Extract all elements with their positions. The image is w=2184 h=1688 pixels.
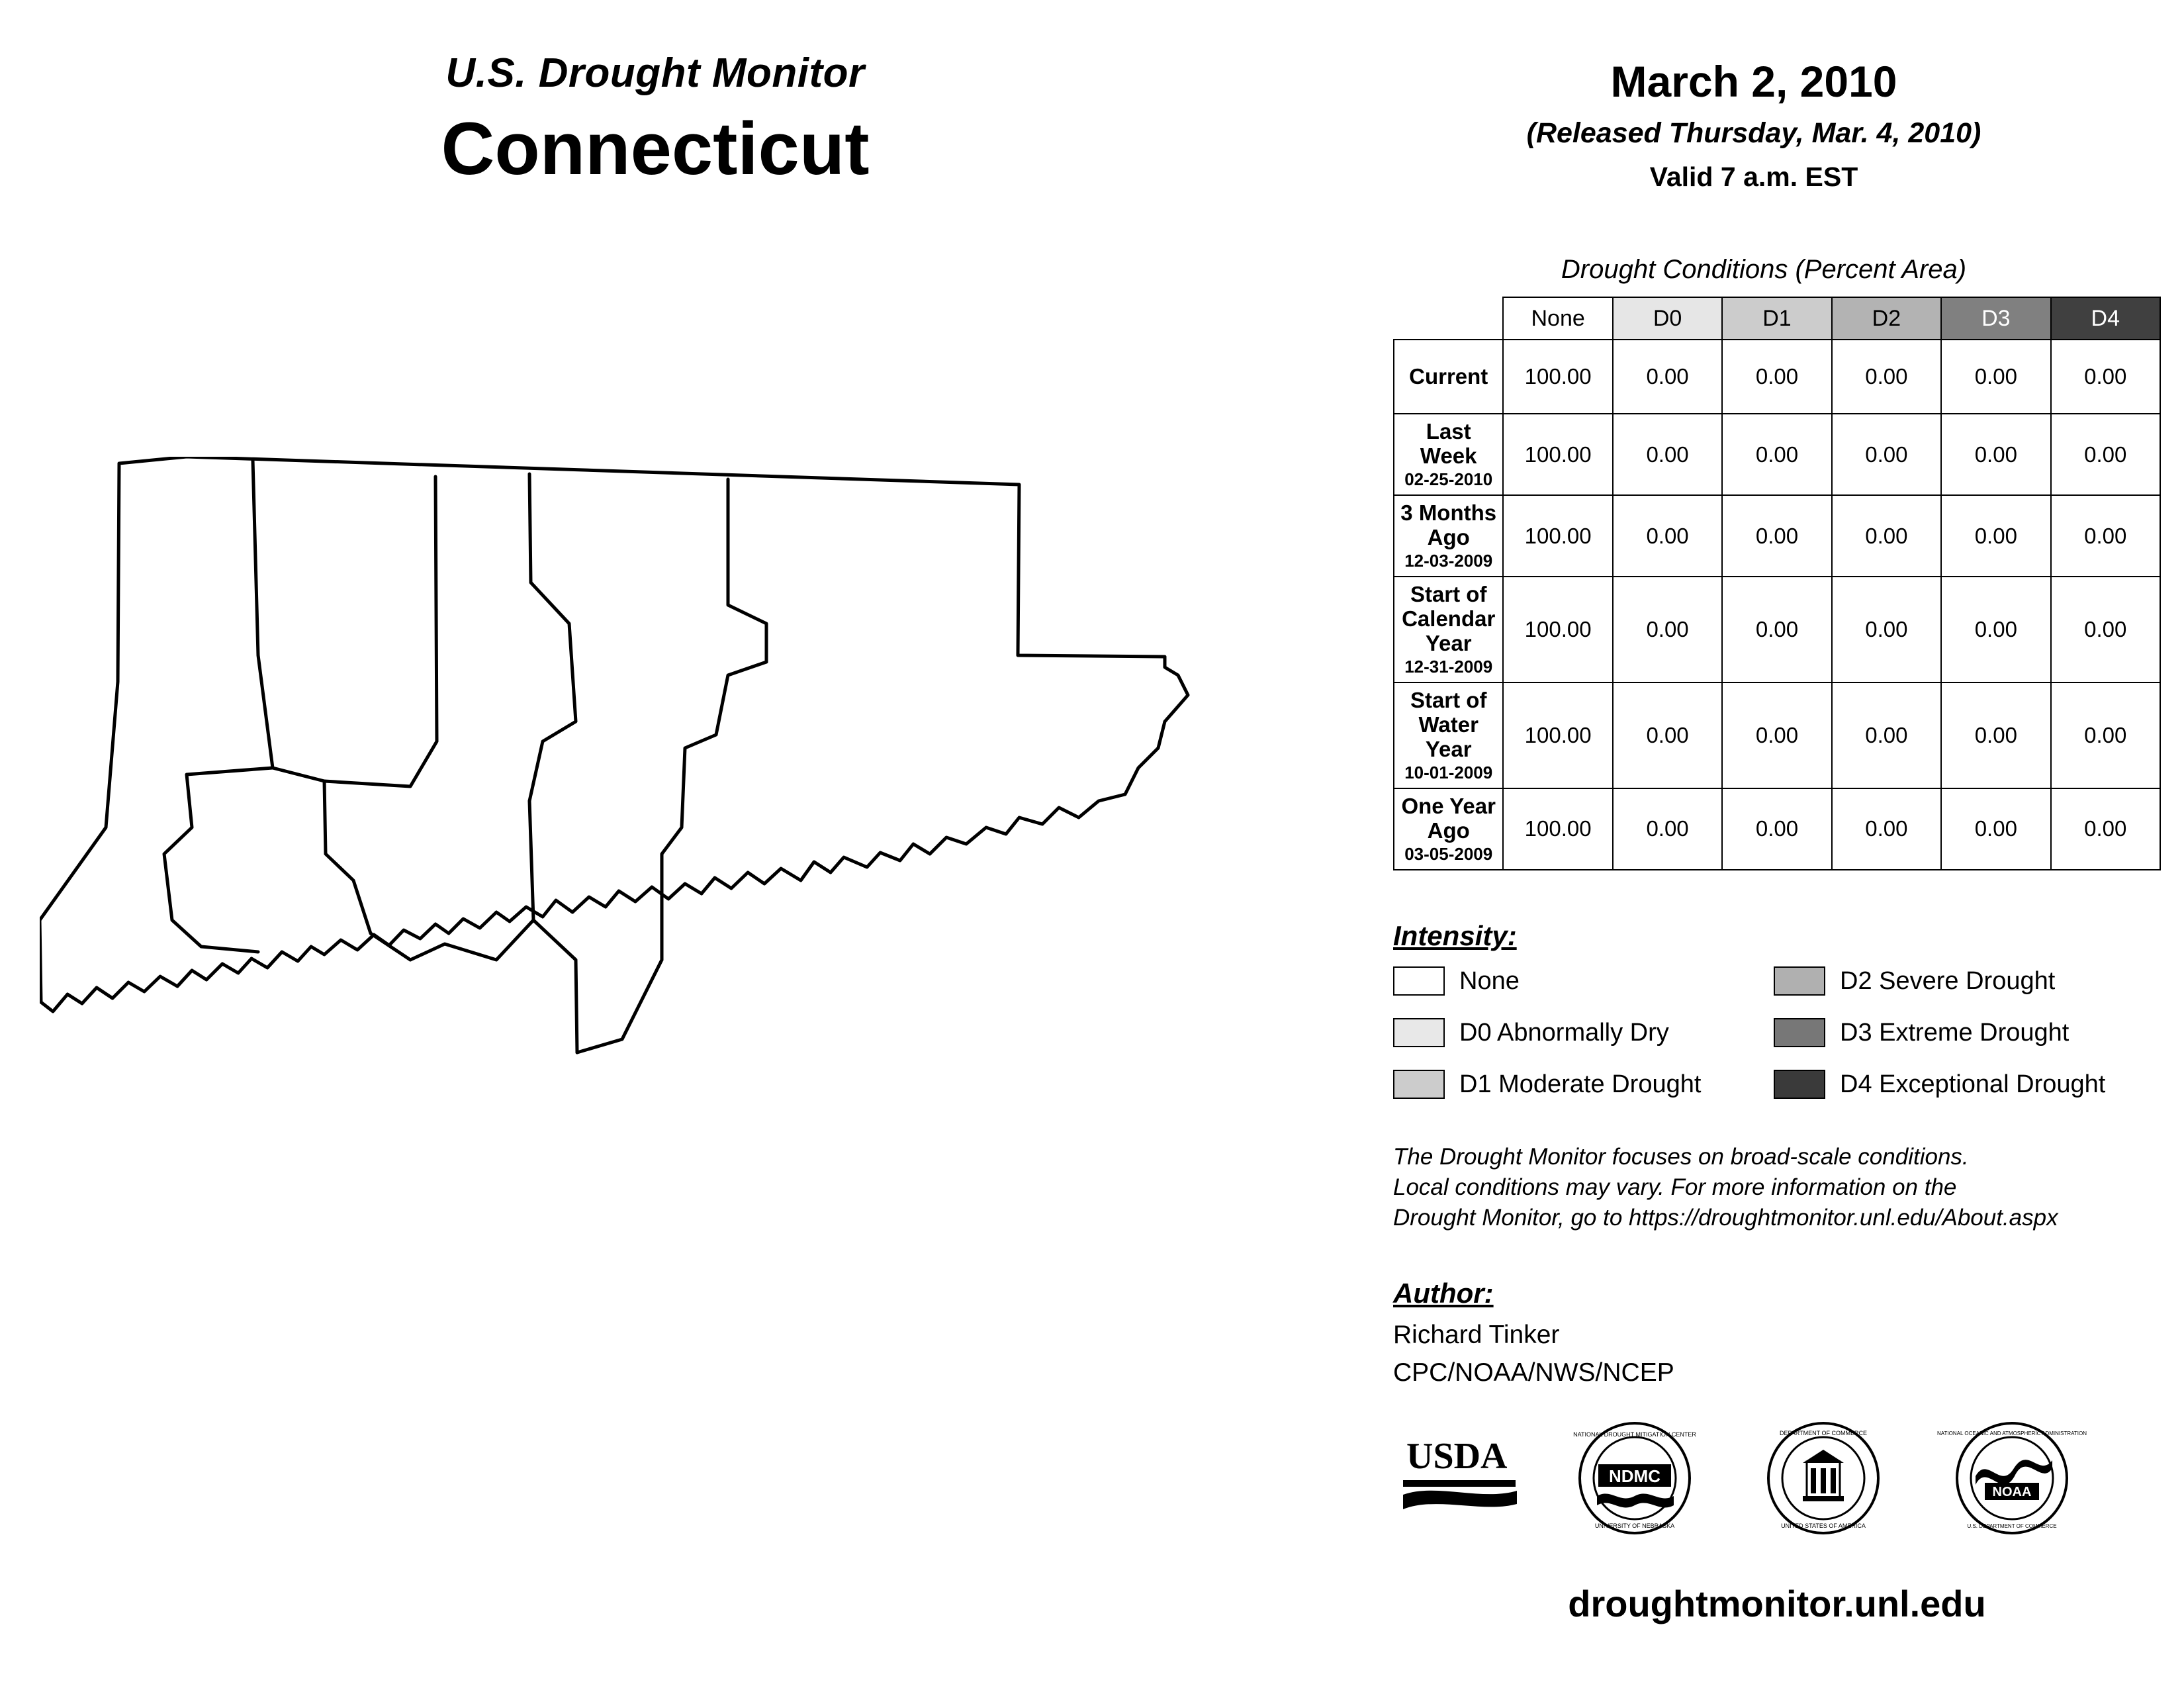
cell-lastweek-none: 100.00: [1503, 414, 1612, 495]
cell-3months-d1: 0.00: [1722, 495, 1831, 577]
row-label-text-line1: Start of: [1410, 582, 1487, 607]
cell-caly-d0: 0.00: [1613, 577, 1722, 682]
row-label-date: 12-03-2009: [1404, 550, 1493, 571]
svg-text:UNITED STATES OF AMERICA: UNITED STATES OF AMERICA: [1781, 1523, 1866, 1529]
row-label-text-line2: Calendar Year: [1402, 606, 1496, 655]
cell-current-d0: 0.00: [1613, 340, 1722, 414]
legend-swatch-d3: [1774, 1018, 1825, 1047]
row-label-date: 03-05-2009: [1404, 843, 1493, 864]
logo-row: [1396, 1417, 2171, 1549]
disclaimer-line-1: The Drought Monitor focuses on broad-scale conditions.: [1393, 1144, 1969, 1170]
disclaimer: [1393, 1142, 2174, 1234]
cell-lastweek-d1: 0.00: [1722, 414, 1831, 495]
row-label-3-months-ago: [1394, 495, 1503, 577]
row-label-start-calendar-year: [1394, 577, 1503, 682]
disclaimer-line-2: Local conditions may vary. For more information on the: [1393, 1174, 1957, 1201]
cell-current-d1: 0.00: [1722, 340, 1831, 414]
cell-wy-d2: 0.00: [1832, 682, 1941, 788]
row-label-text: One Year Ago: [1401, 793, 1496, 843]
cell-caly-d1: 0.00: [1722, 577, 1831, 682]
author-name: Richard Tinker: [1393, 1321, 1560, 1349]
table-row: [1394, 788, 2160, 870]
row-label-text: Last Week: [1420, 419, 1477, 468]
row-label-date: 12-31-2009: [1404, 656, 1493, 677]
cell-3months-d3: 0.00: [1941, 495, 2050, 577]
ndmc-logo: [1573, 1423, 1696, 1533]
row-label-current: [1394, 340, 1503, 414]
table-corner-cell: [1394, 297, 1503, 340]
map-date: March 2, 2010: [1610, 57, 1897, 106]
legend-item-none: [1393, 966, 1520, 996]
table-row: [1394, 495, 2160, 577]
table-row: [1394, 414, 2160, 495]
usda-logo: [1403, 1436, 1517, 1509]
row-label-text-line2: Water Year: [1418, 712, 1479, 761]
cell-oneyear-d1: 0.00: [1722, 788, 1831, 870]
row-label-date: 02-25-2010: [1404, 469, 1493, 489]
legend-swatch-d0: [1393, 1018, 1445, 1047]
cell-wy-d0: 0.00: [1613, 682, 1722, 788]
table-row: [1394, 340, 2160, 414]
table-row: [1394, 682, 2160, 788]
cell-wy-d4: 0.00: [2051, 682, 2160, 788]
cell-oneyear-d4: 0.00: [2051, 788, 2160, 870]
date-block: [1370, 56, 2138, 193]
table-header-row: [1394, 297, 2160, 340]
cell-caly-d4: 0.00: [2051, 577, 2160, 682]
cell-current-none: 100.00: [1503, 340, 1612, 414]
legend-label-d0: D0 Abnormally Dry: [1459, 1018, 1669, 1047]
info-panel: [1370, 0, 2184, 1688]
column-header-d0: D0: [1613, 297, 1722, 340]
svg-text:UNIVERSITY OF NEBRASKA: UNIVERSITY OF NEBRASKA: [1594, 1523, 1675, 1529]
state-title: Connecticut: [441, 107, 870, 190]
cell-caly-d2: 0.00: [1832, 577, 1941, 682]
legend-label-d4: D4 Exceptional Drought: [1840, 1070, 2106, 1098]
cell-oneyear-d2: 0.00: [1832, 788, 1941, 870]
row-label-text: Current: [1409, 363, 1488, 389]
legend-swatch-none: [1393, 966, 1445, 996]
column-header-d1: D1: [1722, 297, 1831, 340]
legend-swatch-d1: [1393, 1070, 1445, 1099]
svg-text:NDMC: NDMC: [1609, 1466, 1661, 1486]
cell-caly-none: 100.00: [1503, 577, 1612, 682]
county-boundary-se: [577, 960, 662, 1053]
cell-oneyear-d3: 0.00: [1941, 788, 2050, 870]
release-date: (Released Thursday, Mar. 4, 2010): [1526, 117, 1981, 149]
disclaimer-line-3: Drought Monitor, go to https://droughtmonitor.unl.edu/About.aspx: [1393, 1205, 2058, 1231]
legend-label-none: None: [1459, 966, 1520, 995]
svg-text:U.S. DEPARTMENT OF COMMERCE: U.S. DEPARTMENT OF COMMERCE: [1967, 1523, 2057, 1529]
cell-3months-d4: 0.00: [2051, 495, 2160, 577]
cell-lastweek-d3: 0.00: [1941, 414, 2050, 495]
legend-item-d3: [1774, 1018, 2069, 1047]
row-label-text-line1: Start of: [1410, 688, 1487, 712]
svg-text:NATIONAL OCEANIC AND ATMOSPHER: NATIONAL OCEANIC AND ATMOSPHERIC ADMINISTRATION: [1937, 1430, 2087, 1436]
noaa-logo: [1937, 1423, 2087, 1533]
cell-lastweek-d4: 0.00: [2051, 414, 2160, 495]
table-caption: Drought Conditions (Percent Area): [1561, 255, 1967, 284]
column-header-d2: D2: [1832, 297, 1941, 340]
row-label-one-year-ago: [1394, 788, 1503, 870]
legend-label-d2: D2 Severe Drought: [1840, 966, 2056, 995]
row-label-text: 3 Months Ago: [1400, 500, 1497, 549]
table-row: [1394, 577, 2160, 682]
svg-text:DEPARTMENT OF COMMERCE: DEPARTMENT OF COMMERCE: [1779, 1430, 1868, 1436]
row-label-start-water-year: [1394, 682, 1503, 788]
page-title: U.S. Drought Monitor: [445, 50, 865, 96]
legend-swatch-d4: [1774, 1070, 1825, 1099]
cell-caly-d3: 0.00: [1941, 577, 2050, 682]
cell-3months-d0: 0.00: [1613, 495, 1722, 577]
svg-text:NOAA: NOAA: [1992, 1485, 2032, 1499]
cell-wy-d1: 0.00: [1722, 682, 1831, 788]
cell-current-d4: 0.00: [2051, 340, 2160, 414]
row-label-date: 10-01-2009: [1404, 762, 1493, 782]
state-outline: [40, 457, 1188, 1011]
legend-swatch-d2: [1774, 966, 1825, 996]
cell-oneyear-d0: 0.00: [1613, 788, 1722, 870]
site-url[interactable]: droughtmonitor.unl.edu: [1568, 1583, 1986, 1624]
usdoc-logo: [1768, 1423, 1878, 1533]
column-header-d3: D3: [1941, 297, 2050, 340]
column-header-none: None: [1503, 297, 1612, 340]
legend-item-d1: [1393, 1070, 1701, 1099]
cell-current-d2: 0.00: [1832, 340, 1941, 414]
cell-lastweek-d2: 0.00: [1832, 414, 1941, 495]
drought-conditions-table: [1393, 297, 2161, 870]
cell-3months-none: 100.00: [1503, 495, 1612, 577]
intensity-heading: Intensity:: [1393, 920, 1517, 951]
connecticut-map[interactable]: [40, 457, 1337, 1470]
svg-text:NATIONAL DROUGHT MITIGATION CE: NATIONAL DROUGHT MITIGATION CENTER: [1573, 1431, 1696, 1438]
cell-current-d3: 0.00: [1941, 340, 2050, 414]
legend-item-d2: [1774, 966, 2055, 996]
cell-wy-none: 100.00: [1503, 682, 1612, 788]
cell-lastweek-d0: 0.00: [1613, 414, 1722, 495]
legend-label-d3: D3 Extreme Drought: [1840, 1018, 2070, 1047]
svg-text:USDA: USDA: [1406, 1436, 1508, 1477]
row-label-last-week: [1394, 414, 1503, 495]
valid-time: Valid 7 a.m. EST: [1649, 162, 1858, 192]
legend-item-d4: [1774, 1070, 2105, 1099]
cell-oneyear-none: 100.00: [1503, 788, 1612, 870]
column-header-d4: D4: [2051, 297, 2160, 340]
legend-label-d1: D1 Moderate Drought: [1459, 1070, 1702, 1098]
legend-item-d0: [1393, 1018, 1669, 1047]
cell-wy-d3: 0.00: [1941, 682, 2050, 788]
title-block: [0, 50, 1310, 191]
cell-3months-d2: 0.00: [1832, 495, 1941, 577]
author-organization: CPC/NOAA/NWS/NCEP: [1393, 1358, 1674, 1387]
author-heading: Author:: [1393, 1278, 1494, 1309]
